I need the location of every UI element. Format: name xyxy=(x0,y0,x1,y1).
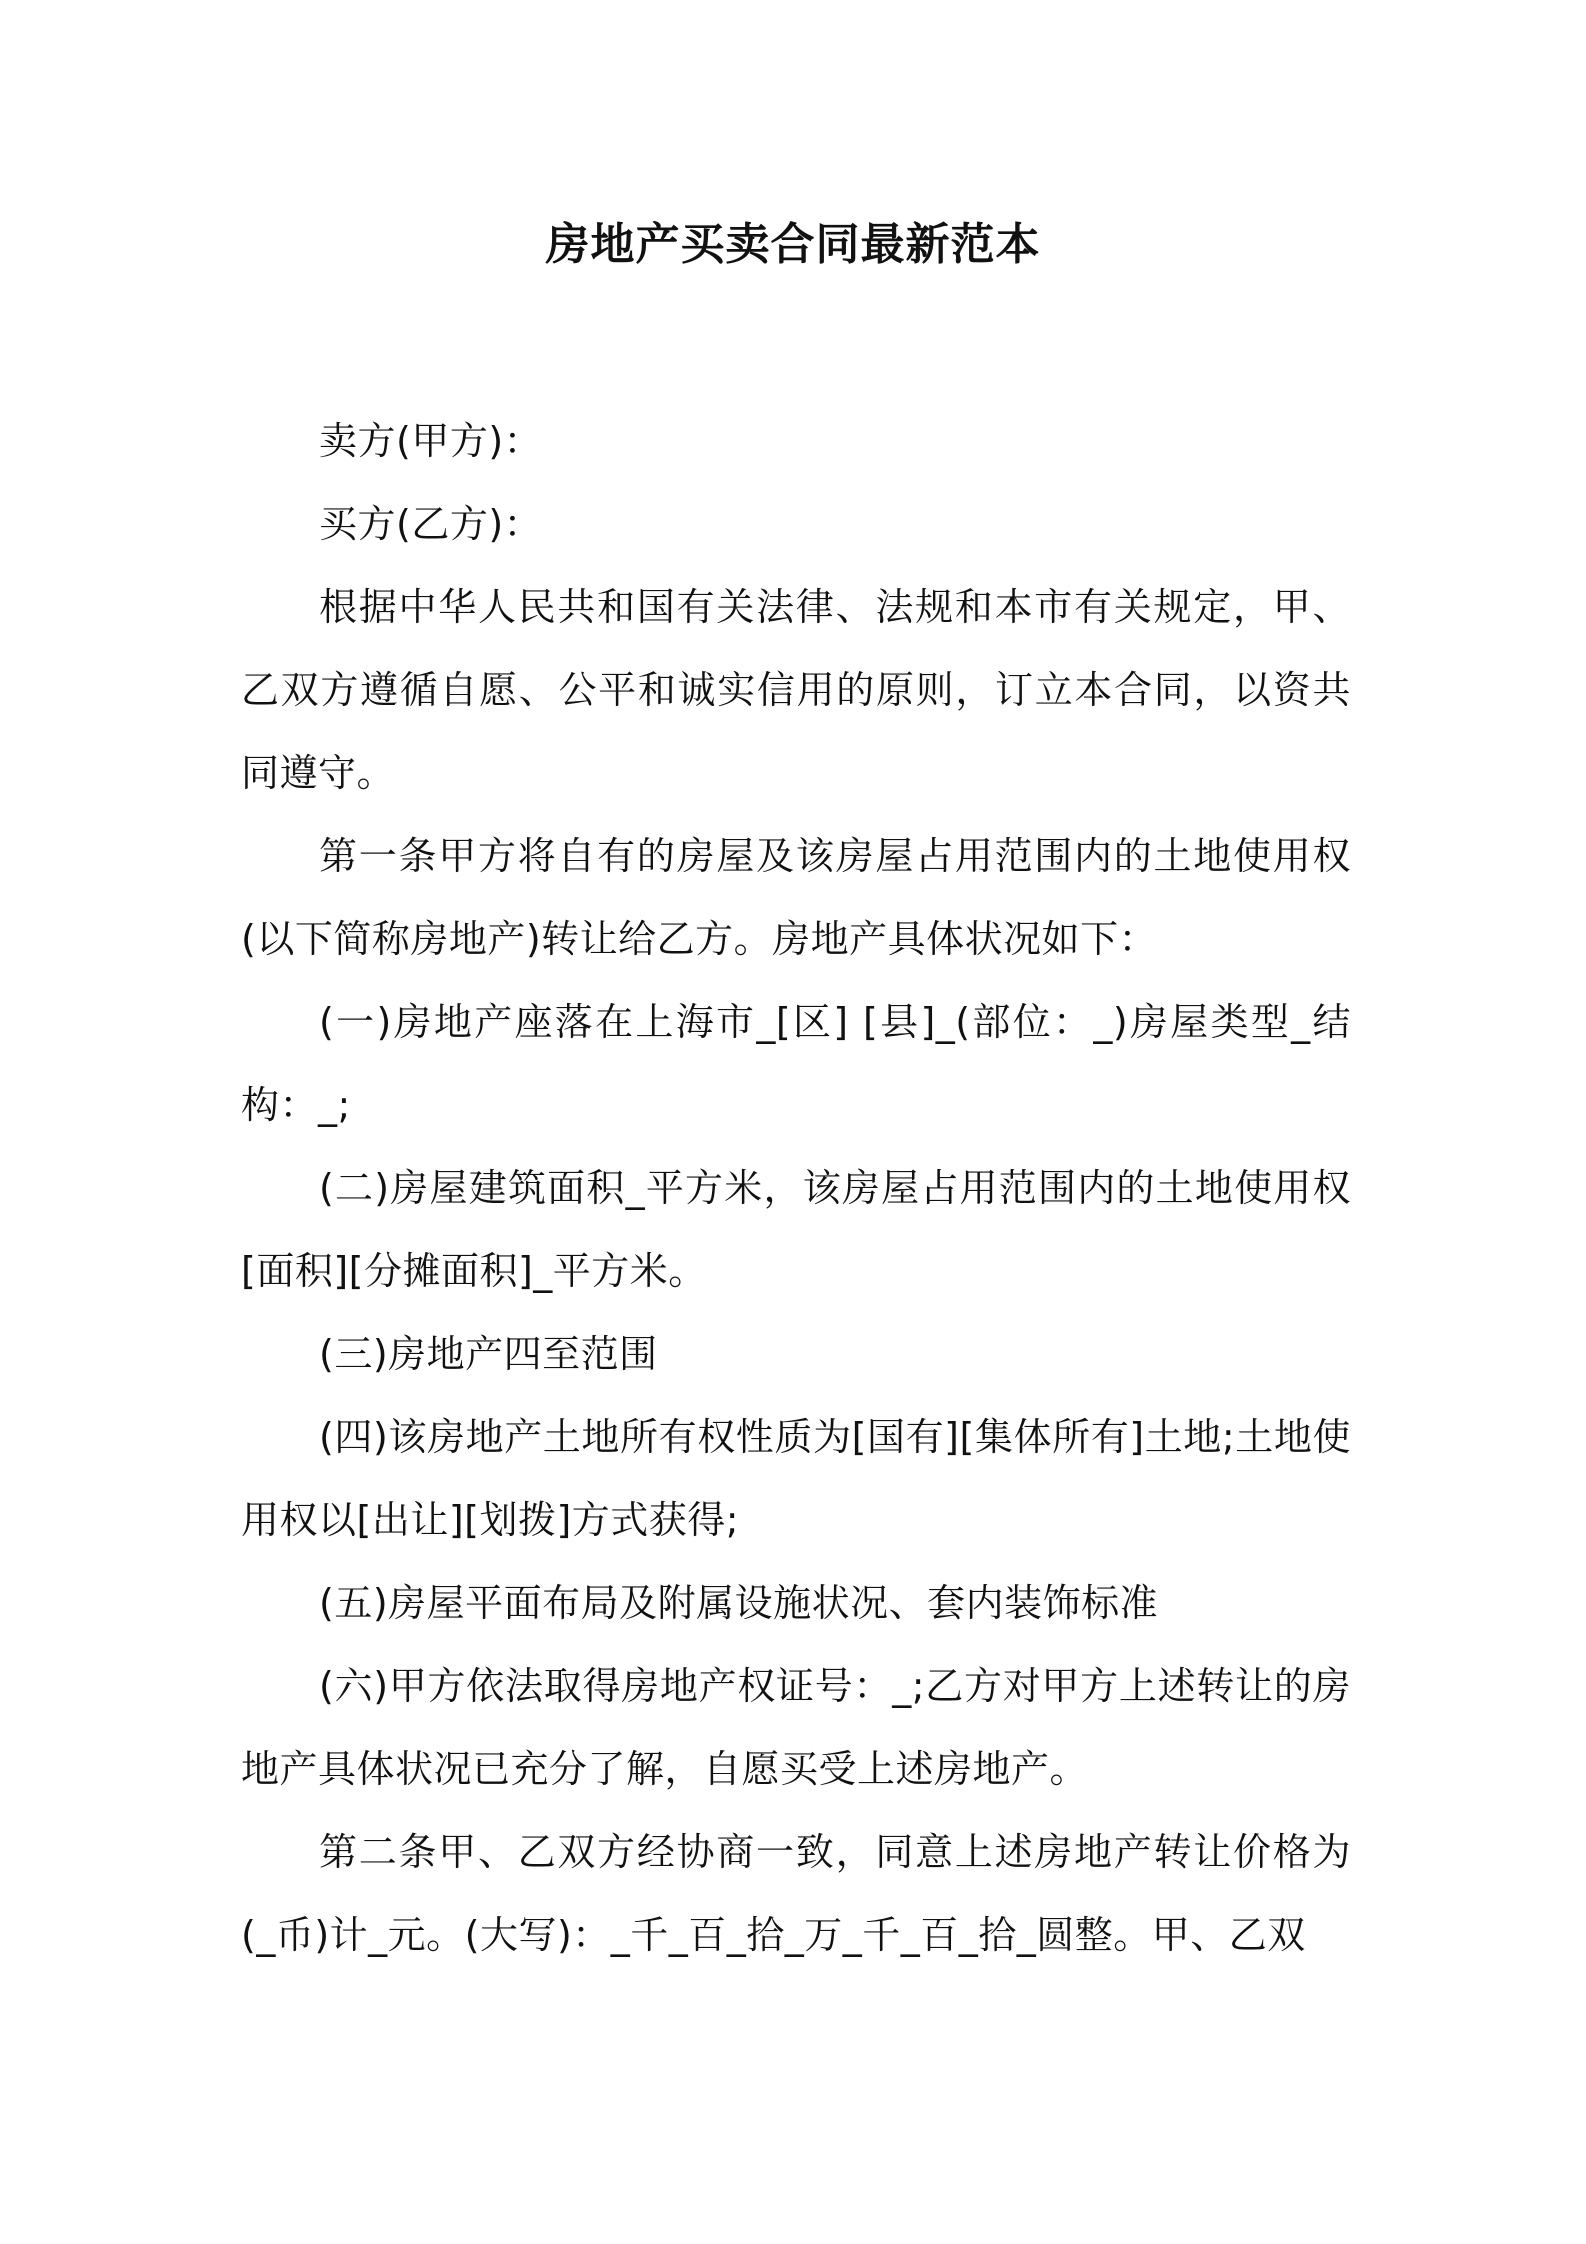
preamble-paragraph: 根据中华人民共和国有关法律、法规和本市有关规定，甲、乙双方遵循自愿、公平和诚实信用的原则，订立本合同，以资共同遵守。 xyxy=(241,585,1351,795)
document-title: 房地产买卖合同最新范本 xyxy=(545,219,1041,270)
article-1-paragraph: 第一条甲方将自有的房屋及该房屋占用范围内的土地使用权(以下简称房地产)转让给乙方。房地产具体状况如下： xyxy=(241,834,1351,961)
seller-line: 卖方(甲方)： xyxy=(319,419,543,463)
document-body xyxy=(241,400,1351,1977)
clause-2-area: (二)房屋建筑面积_平方米，该房屋占用范围内的土地使用权[面积][分摊面积]_平方米。 xyxy=(241,1166,1351,1293)
buyer-line: 买方(乙方)： xyxy=(319,502,543,546)
clause-6-certificate: (六)甲方依法取得房地产权证号：_;乙方对甲方上述转让的房地产具体状况已充分了解，自愿买受上述房地产。 xyxy=(241,1664,1351,1791)
clause-4-land-rights: (四)该房地产土地所有权性质为[国有][集体所有]土地;土地使用权以[出让][划拨]方式获得; xyxy=(241,1415,1351,1542)
article-2-paragraph: 第二条甲、乙双方经协商一致，同意上述房地产转让价格为(_币)计_元。(大写)：_千_百_拾_万_千_百_拾_圆整。甲、乙双 xyxy=(241,1830,1351,1957)
clause-5-layout: (五)房屋平面布局及附属设施状况、套内装饰标准 xyxy=(319,1581,1159,1625)
clause-3-boundaries: (三)房地产四至范围 xyxy=(319,1332,658,1376)
clause-1-location: (一)房地产座落在上海市_[区] [县]_(部位：_)房屋类型_结构：_; xyxy=(241,1000,1351,1127)
